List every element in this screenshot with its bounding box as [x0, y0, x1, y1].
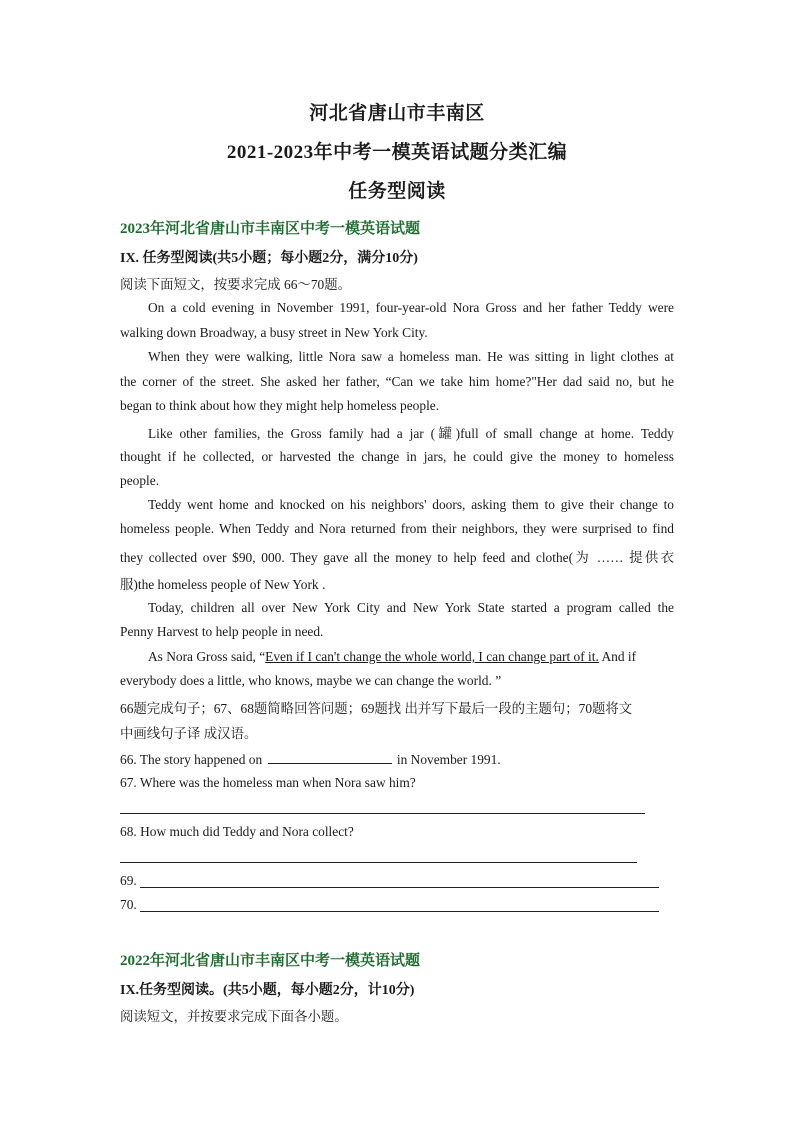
- section-heading-2023: 2023年河北省唐山市丰南区中考一模英语试题: [120, 221, 421, 237]
- section-heading-2022: 2022年河北省唐山市丰南区中考一模英语试题: [120, 953, 421, 969]
- question-title-2022: IX.任务型阅读。(共5小题，每小题2分，计10分): [120, 983, 415, 998]
- quote-prefix: As Nora Gross said, “: [148, 649, 266, 664]
- passage-line: Today, children all over New York City and New York State started a program called the: [148, 600, 674, 615]
- title-topic: 任务型阅读: [348, 181, 446, 202]
- passage-line: began to think about how they might help homeless people.: [120, 398, 440, 413]
- passage-line: When they were walking, little Nora saw a homeless man. He was sitting in light clothes at: [148, 349, 674, 364]
- question-66-text: 66. The story happened on: [120, 752, 263, 767]
- answer-line-69[interactable]: [140, 887, 659, 888]
- task-instructions: 66题完成句子；67、68题简略回答问题；69题找 出并写下最后一段的主题句；70题将文: [120, 701, 633, 716]
- question-70: 70.: [120, 897, 137, 912]
- question-66-tail: in November 1991.: [396, 752, 501, 767]
- task-instructions: 中画线句子译 成汉语。: [120, 726, 258, 741]
- passage-line: Teddy went home and knocked on his neighbors' doors, asking them to give their change to: [148, 497, 674, 512]
- passage-line: On a cold evening in November 1991, four-year-old Nora Gross and her father Teddy were: [148, 300, 674, 315]
- passage-line: the corner of the street. She asked her father, “Can we take him home?"Her dad said no, but he: [120, 374, 674, 389]
- quote-suffix: And if: [598, 649, 637, 664]
- passage-line: Like other families, the Gross family had a jar (罐)full of small change at home. Teddy: [148, 426, 674, 441]
- question-66: [120, 751, 674, 768]
- passage-line: everybody does a little, who knows, maybe we can change the world. ”: [120, 673, 502, 688]
- instruction-2023: 阅读下面短文，按要求完成 66～70题。: [120, 277, 351, 292]
- question-67: 67. Where was the homeless man when Nora saw him?: [120, 775, 416, 790]
- answer-line-67[interactable]: [120, 813, 645, 814]
- passage-line: they collected over $90, 000. They gave all the money to help feed and clothe(为 …… 提供衣: [120, 550, 674, 565]
- title-years: 2021-2023年中考一模英语试题分类汇编: [226, 142, 568, 163]
- passage-line: Penny Harvest to help people in need.: [120, 624, 324, 639]
- answer-blank-66[interactable]: [268, 751, 392, 764]
- underlined-sentence: Even if I can't change the whole world, I can change part of it.: [265, 649, 599, 664]
- passage-line: homeless people. When Teddy and Nora returned from their neighbors, they were surprised to find: [120, 521, 674, 536]
- answer-line-70[interactable]: [140, 911, 659, 912]
- title-region: 河北省唐山市丰南区: [309, 103, 485, 124]
- passage-line: thought if he collected, or harvested the change in jars, he could give the money to homeless: [120, 449, 674, 464]
- passage-line: people.: [120, 473, 160, 488]
- question-title-2023: IX. 任务型阅读(共5小题；每小题2分，满分10分): [120, 251, 418, 266]
- passage-line: 服)the homeless people of New York .: [120, 577, 326, 592]
- question-68: 68. How much did Teddy and Nora collect?: [120, 824, 354, 839]
- passage-line: walking down Broadway, a busy street in New York City.: [120, 325, 428, 340]
- passage-line-quote: [148, 649, 674, 665]
- question-69: 69.: [120, 873, 137, 888]
- instruction-2022: 阅读短文，并按要求完成下面各小题。: [120, 1009, 348, 1024]
- answer-line-68[interactable]: [120, 862, 637, 863]
